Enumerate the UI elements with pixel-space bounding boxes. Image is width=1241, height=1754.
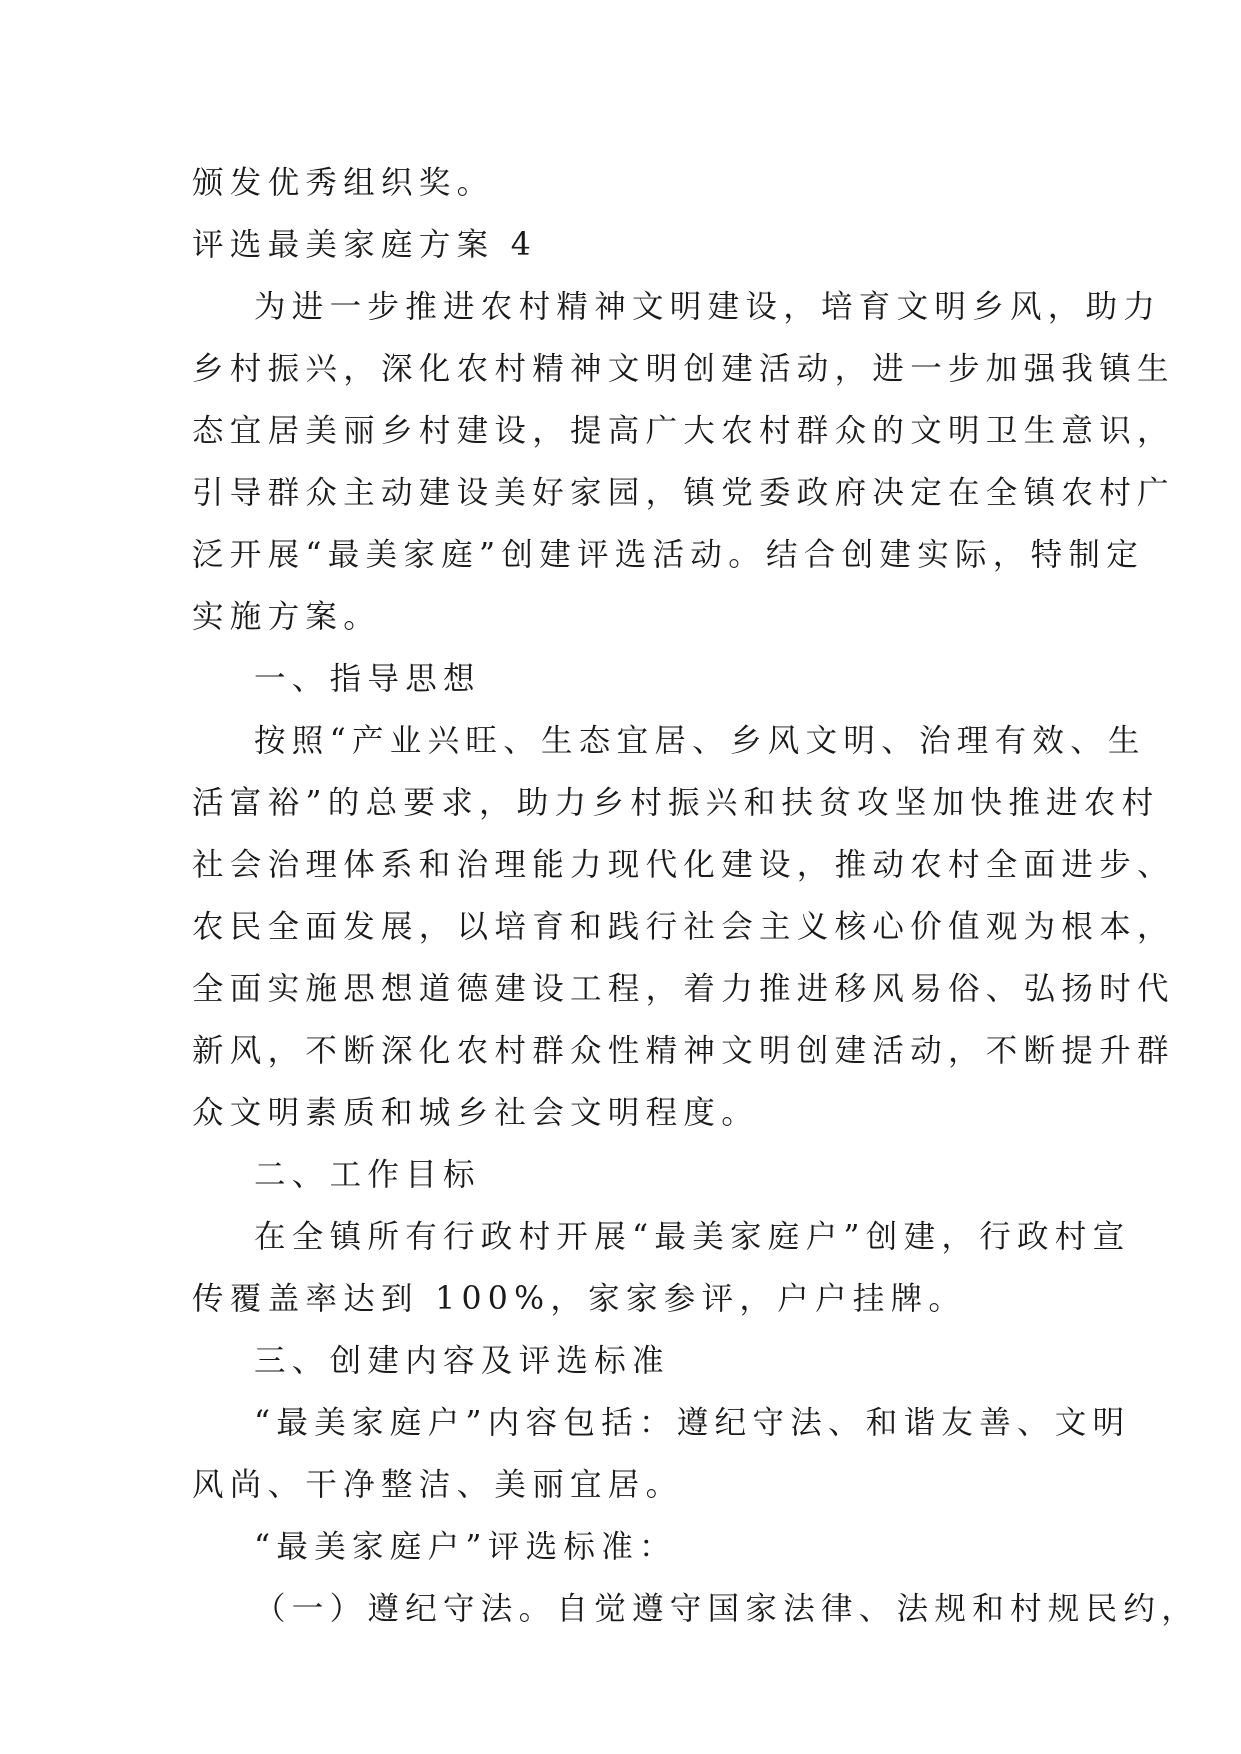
text-line: （一）遵纪守法。自觉遵守国家法律、法规和村规民约， [254,1591,1200,1627]
text-line: 新风，不断深化农村群众性精神文明创建活动，不断提升群 [192,1033,1175,1069]
text-line: 泛开展“最美家庭”创建评选活动。结合创建实际，特制定 [192,537,1145,573]
text-line: 农民全面发展，以培育和践行社会主义核心价值观为根本， [192,909,1175,945]
text-line: 活富裕”的总要求，助力乡村振兴和扶贫攻坚加快推进农村 [192,785,1160,821]
text-line: 颁发优秀组织奖。 [192,165,495,201]
document-page [192,152,1200,1640]
text-line: 评选最美家庭方案 4 [192,227,538,263]
text-line: 一、指导思想 [254,661,481,697]
text-line: 传覆盖率达到 100%，家家参评，户户挂牌。 [192,1281,967,1317]
text-line: “最美家庭户”内容包括：遵纪守法、和谐友善、文明 [254,1405,1131,1441]
text-line: 众文明素质和城乡社会文明程度。 [192,1095,760,1131]
text-line: 在全镇所有行政村开展“最美家庭户”创建，行政村宣 [254,1219,1131,1255]
text-line: “最美家庭户”评选标准： [254,1529,677,1565]
text-line: 为进一步推进农村精神文明建设，培育文明乡风，助力 [254,289,1162,325]
text-line: 实施方案。 [192,599,382,635]
text-line: 乡村振兴，深化农村精神文明创建活动，进一步加强我镇生 [192,351,1175,387]
text-line: 二、工作目标 [254,1157,481,1193]
text-line: 态宜居美丽乡村建设，提高广大农村群众的文明卫生意识， [192,413,1175,449]
text-line: 引导群众主动建设美好家园，镇党委政府决定在全镇农村广 [192,475,1175,511]
text-line: 三、创建内容及评选标准 [254,1343,670,1379]
text-line: 社会治理体系和治理能力现代化建设，推动农村全面进步、 [192,847,1175,883]
text-line: 全面实施思想道德建设工程，着力推进移风易俗、弘扬时代 [192,971,1175,1007]
text-line: 按照“产业兴旺、生态宜居、乡风文明、治理有效、生 [254,723,1146,759]
text-line: 风尚、干净整洁、美丽宜居。 [192,1467,684,1503]
